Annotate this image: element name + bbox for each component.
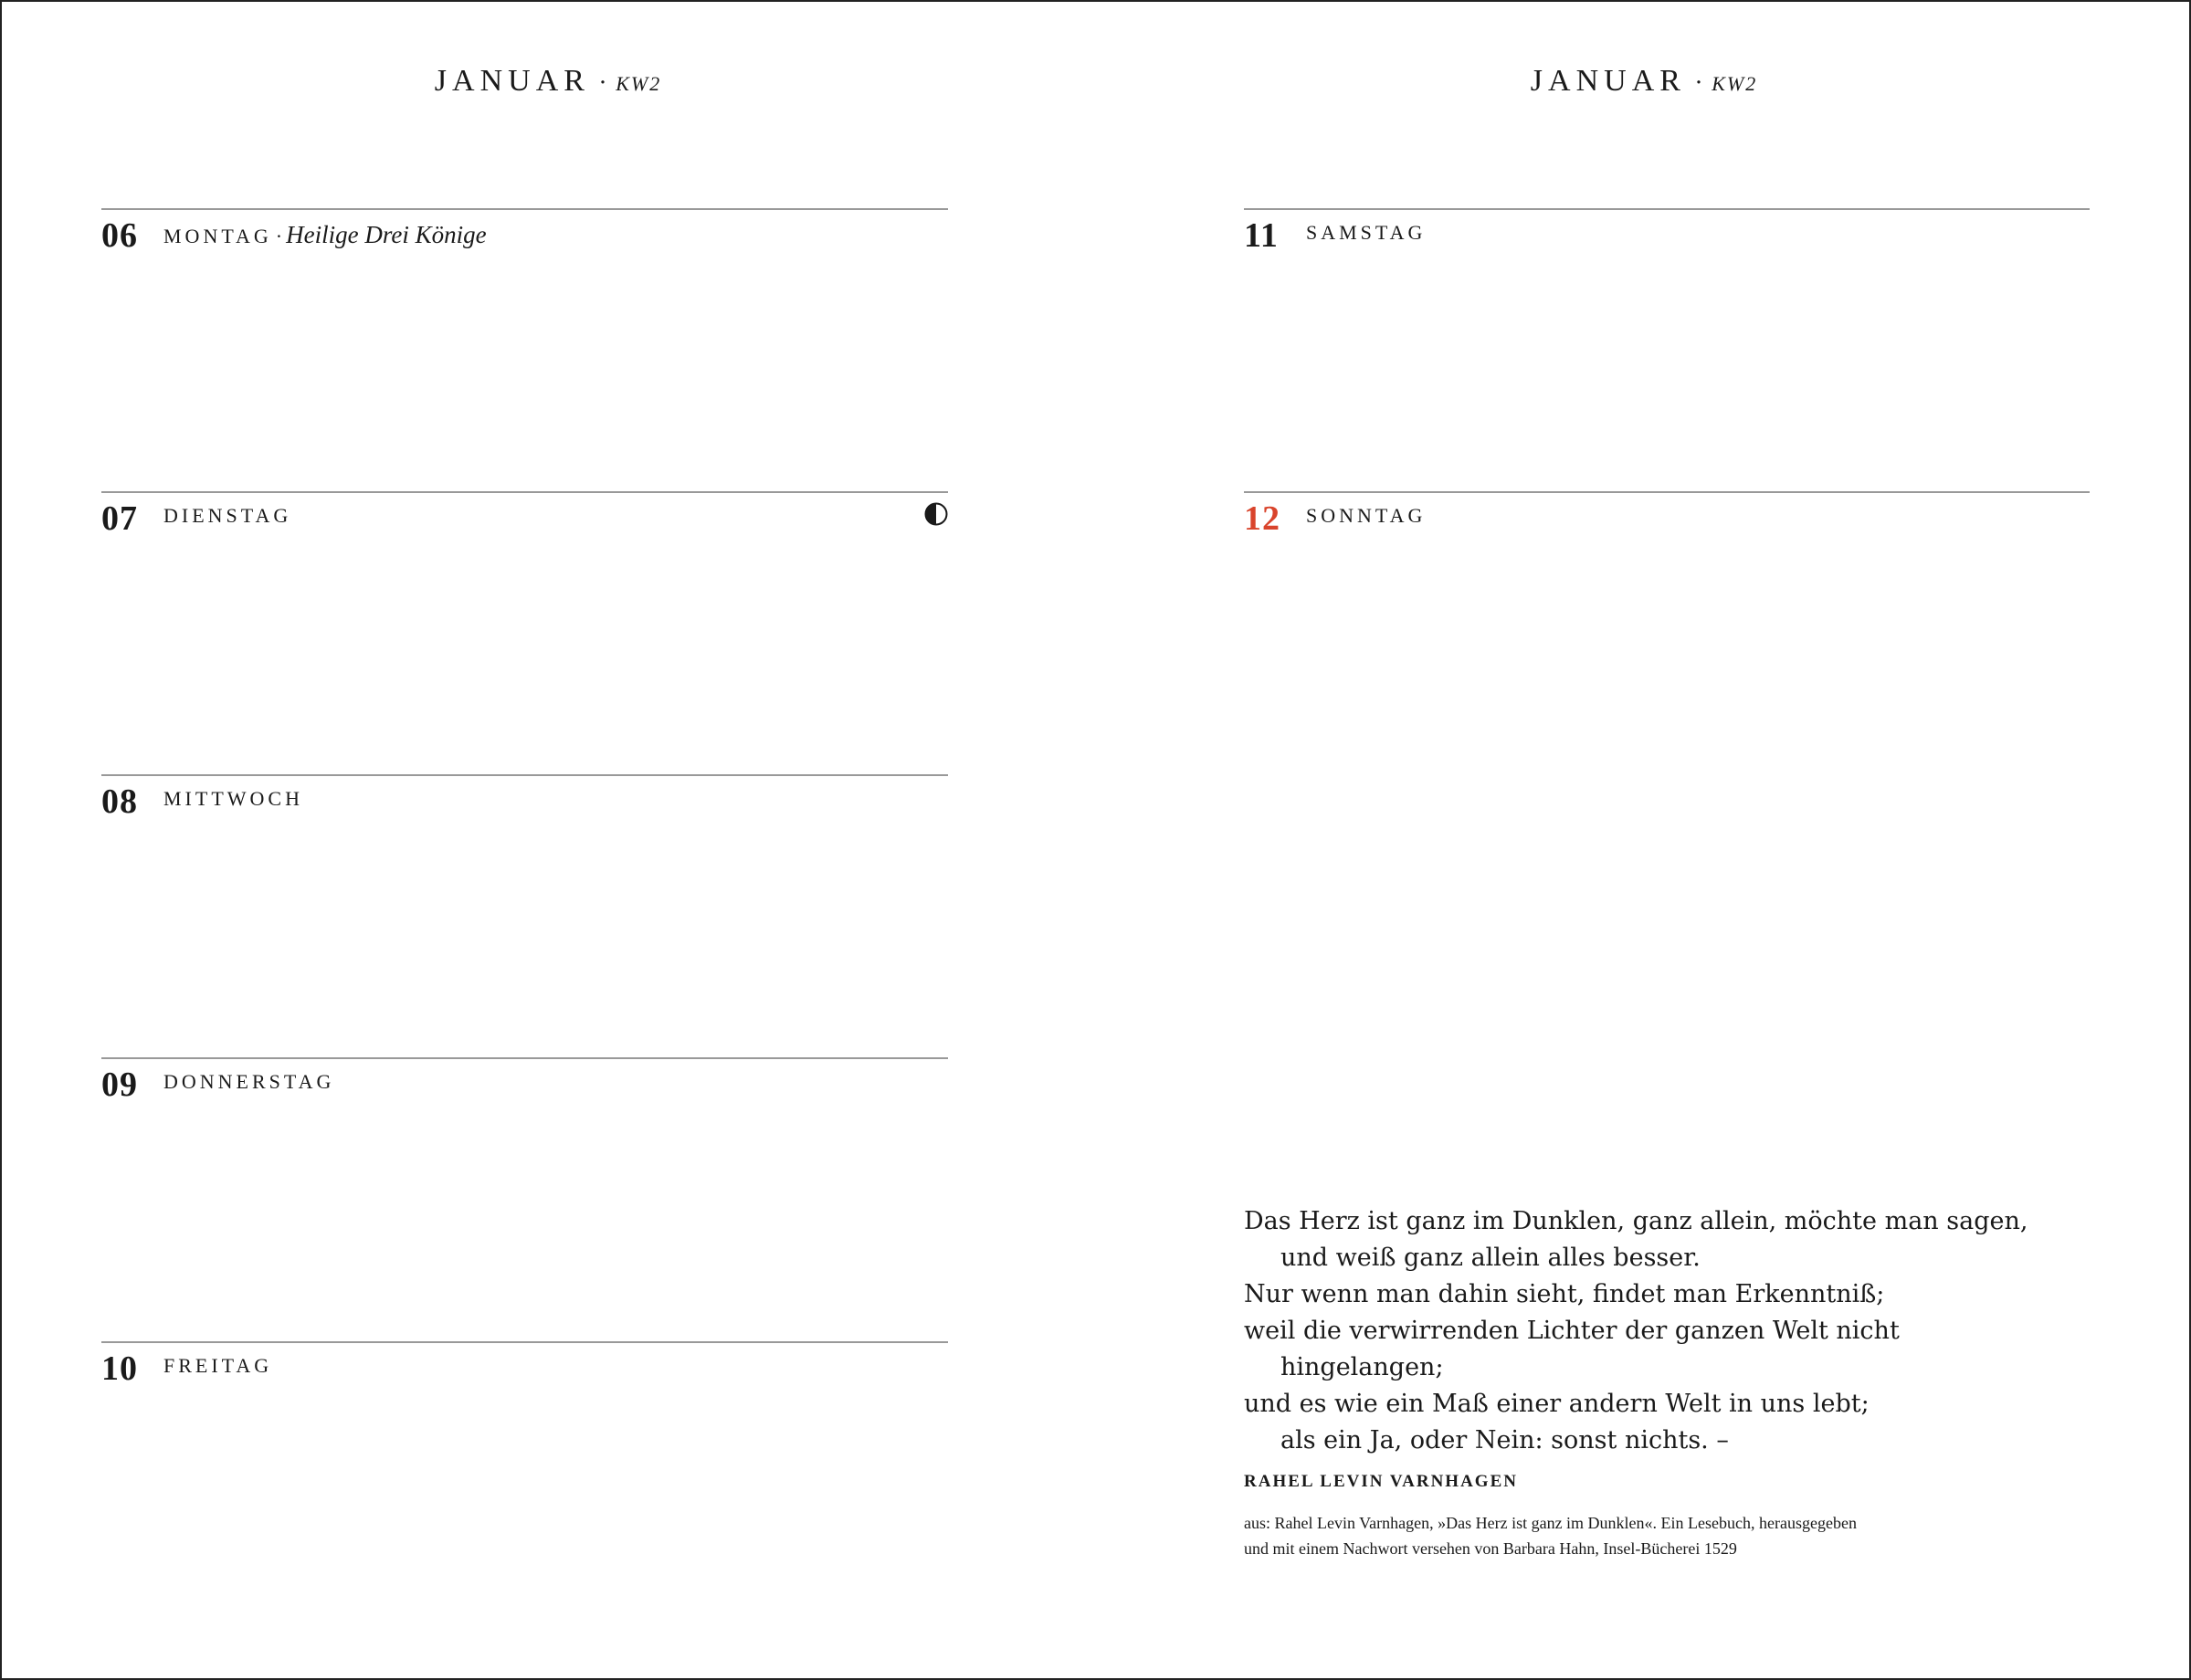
day-number: 10 (101, 1349, 138, 1388)
day-entry-12[interactable] (1244, 491, 2090, 546)
day-entry-09[interactable] (101, 1057, 948, 1112)
weekday-label: MONTAG (163, 225, 272, 247)
day-name: MITTWOCH (163, 787, 303, 810)
week-label: KW2 (616, 72, 662, 95)
day-rule (101, 208, 948, 210)
header-separator: · (598, 69, 607, 97)
day-entry-06[interactable] (101, 208, 948, 263)
day-rule (1244, 208, 2090, 210)
day-entry-07[interactable] (101, 491, 948, 546)
quote-line: Nur wenn man dahin sieht, findet man Erkenntniß; (1244, 1280, 1885, 1308)
day-number: 09 (101, 1066, 138, 1104)
quote-line: als ein Ja, oder Nein: sonst nichts. – (1280, 1426, 1729, 1454)
quote-line: weil die verwirrenden Lichter der ganzen Welt nicht (1244, 1317, 1900, 1345)
day-number: 11 (1244, 216, 1279, 255)
day-rule (1244, 491, 2090, 493)
first-quarter-moon-icon (924, 502, 948, 526)
week-label: KW2 (1712, 72, 1758, 95)
day-entry-10[interactable] (101, 1341, 948, 1396)
month-label: JANUAR (1530, 64, 1686, 98)
day-rule (101, 1341, 948, 1343)
right-page-header (1370, 64, 1918, 99)
day-number: 07 (101, 499, 138, 538)
day-name: SAMSTAG (1306, 221, 1427, 244)
day-name: FREITAG (163, 1354, 273, 1377)
left-page-header (274, 64, 822, 99)
day-rule (101, 1057, 948, 1059)
day-name: DONNERSTAG (163, 1070, 335, 1093)
quote-author: RAHEL LEVIN VARNHAGEN (1244, 1472, 1518, 1491)
day-number-sunday: 12 (1244, 499, 1280, 538)
quote-line: hingelangen; (1280, 1353, 1444, 1381)
quote-block (1244, 1203, 2139, 1561)
day-name: SONNTAG (1306, 504, 1427, 527)
day-entry-11[interactable] (1244, 208, 2090, 263)
holiday-label: Heilige Drei Könige (286, 221, 487, 248)
day-number: 06 (101, 216, 138, 255)
quote-line: Das Herz ist ganz im Dunklen, ganz allein, möchte man sagen, (1244, 1207, 2028, 1235)
holiday-separator: · (275, 225, 283, 247)
month-label: JANUAR (434, 64, 590, 98)
day-number: 08 (101, 782, 138, 821)
day-rule (101, 491, 948, 493)
day-name (163, 221, 487, 249)
source-line: und mit einem Nachwort versehen von Barbara Hahn, Insel-Bücherei 1529 (1244, 1539, 1737, 1558)
source-line: aus: Rahel Levin Varnhagen, »Das Herz ist ganz im Dunklen«. Ein Lesebuch, herausgegeben (1244, 1514, 1857, 1532)
day-name: DIENSTAG (163, 504, 292, 527)
day-entry-08[interactable] (101, 774, 948, 829)
quote-source (1244, 1510, 2139, 1561)
quote-line: und weiß ganz allein alles besser. (1280, 1244, 1701, 1272)
header-separator: · (1694, 69, 1703, 97)
quote-line: und es wie ein Maß einer andern Welt in uns lebt; (1244, 1390, 1870, 1418)
day-rule (101, 774, 948, 776)
